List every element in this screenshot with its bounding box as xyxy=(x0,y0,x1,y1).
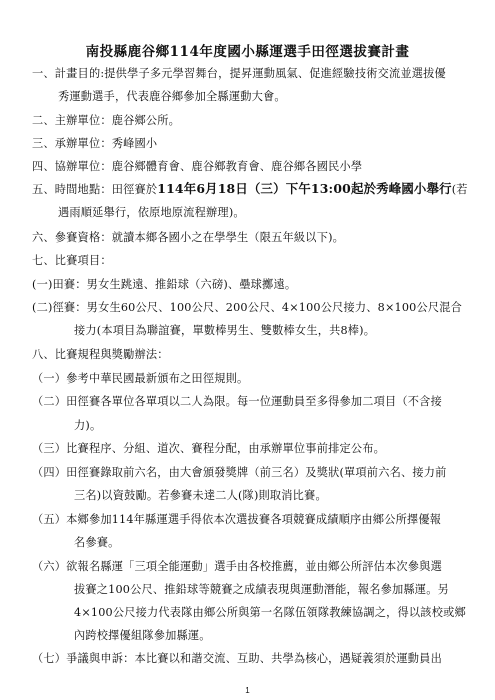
rule-3-line: （三）比賽程序、分組、道次、賽程分配，由承辦單位事前排定公布。 xyxy=(32,442,386,455)
rule-4-line-1: （四）田徑賽錄取前六名，由大會頒發獎牌（前三名）及獎狀(單項前六名、接力前 xyxy=(32,465,447,479)
rule-5-line-1: （五）本鄉參加114年縣運選手得依本次選拔賽各項競賽成績順序由鄉公所擇優報 xyxy=(32,512,442,526)
rule-4-line-2: 三名)以資鼓勵。若參賽未達二人(隊)則取消比賽。 xyxy=(74,488,327,502)
rule-1-line: （一）參考中華民國最新頒布之田徑規則。 xyxy=(32,371,249,385)
document-title: 南投縣鹿谷鄉114年度國小縣運選手田徑選拔賽計畫 xyxy=(85,44,410,60)
rule-7-line-1: （七）爭議與申訴：本比賽以和諧交流、互助、共學為核心，遇疑義須於運動員出 xyxy=(32,652,442,665)
time-location-highlight: 114年6月18日（三）下午13:00起於秀峰國小舉行 xyxy=(157,181,452,197)
co-organizer-line: 四、協辦單位：鹿谷鄉體育會、鹿谷鄉教育會、鹿谷鄉各國民小學 xyxy=(32,160,363,173)
track-events-line-2: 接力(本項目為聯誼賽，單數棒男生、雙數棒女生，共8棒)。 xyxy=(74,324,376,337)
events-heading: 七、比賽項目： xyxy=(32,254,112,267)
rule-6-line-1: （六）欲報名縣運「三項全能運動」選手由各校推薦，並由鄉公所評估本次參與選 xyxy=(32,559,442,573)
rule-6-line-4: 內跨校擇優組隊參加縣運。 xyxy=(74,629,211,642)
field-events-line: (一)田賽：男女生跳遠、推鉛球（六磅)、壘球擲遠。 xyxy=(32,278,297,291)
rule-5-line-2: 名參賽。 xyxy=(74,535,120,549)
rules-heading: 八、比賽規程與獎勵辦法： xyxy=(32,348,169,361)
rule-6-line-2: 拔賽之100公尺、推鉛球等競賽之成績表現與運動潛能，報名參加縣運。另 xyxy=(74,582,449,596)
purpose-line-2: 秀運動選手，代表鹿谷鄉參加全縣運動大會。 xyxy=(58,90,286,103)
organizer-line: 二、主辦單位：鹿谷鄉公所。 xyxy=(32,114,181,127)
page-number: 1 xyxy=(245,686,250,695)
time-location-suffix: (若 xyxy=(451,183,468,197)
executor-line: 三、承辦單位：秀峰國小 xyxy=(32,137,158,150)
track-events-line-1: (二)徑賽：男女生60公尺、100公尺、200公尺、4×100公尺接力、8×100公尺混合 xyxy=(32,301,463,314)
time-location-prefix: 五、時間地點：田徑賽於 xyxy=(32,183,158,197)
eligibility-line: 六、參賽資格：就讀本鄉各國小之在學學生（限五年級以下)。 xyxy=(32,231,345,244)
rule-2-line-2: 力)。 xyxy=(74,418,102,432)
time-location-line xyxy=(32,182,468,197)
rule-2-line-1: （二）田徑賽各單位各單項以二人為限。每一位運動員至多得參加二項目（不含接 xyxy=(32,395,442,408)
time-location-line-2: 遇雨順延舉行，依原地原流程辦理)。 xyxy=(58,206,245,220)
purpose-line-1: 一、計畫目的:提供學子多元學習舞台，提昇運動風氣、促進經驗技術交流並選拔優 xyxy=(32,67,446,80)
rule-6-line-3: 4×100公尺接力代表隊由鄉公所與第一名隊伍領隊教練協調之，得以該校或鄉 xyxy=(74,605,466,619)
